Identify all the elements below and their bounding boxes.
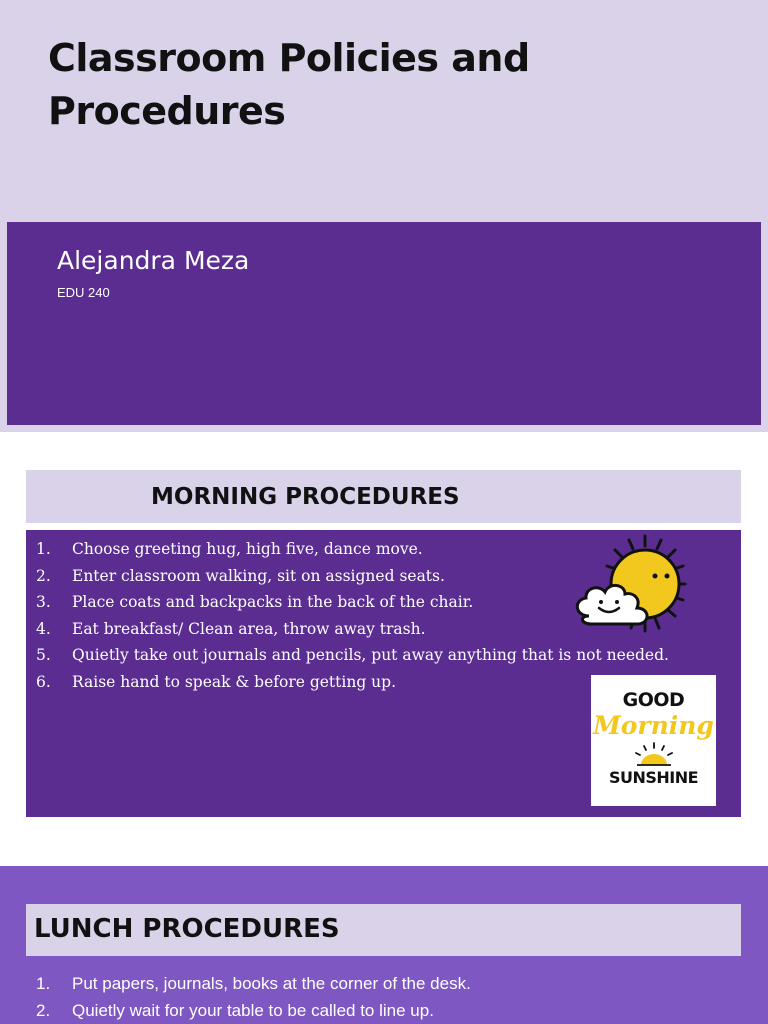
list-number: 5. [36, 646, 51, 664]
list-item [36, 970, 471, 997]
morning-body [26, 530, 741, 817]
title-slide [0, 0, 768, 432]
list-text: Enter classroom walking, sit on assigned seats. [72, 566, 445, 585]
list-number: 1. [36, 974, 51, 993]
list-text: Choose greeting hug, high five, dance move. [72, 540, 423, 558]
sign-morning: Morning [593, 711, 714, 740]
list-text: Put papers, journals, books at the corner of the desk. [72, 974, 471, 993]
list-text: Eat breakfast/ Clean area, throw away trash. [72, 619, 426, 638]
list-item [36, 997, 471, 1024]
morning-heading: MORNING PROCEDURES [151, 484, 460, 510]
sign-sunshine: SUNSHINE [608, 768, 699, 787]
course-code: EDU 240 [57, 285, 110, 300]
good-morning-sign [591, 675, 716, 806]
list-number: 6. [36, 672, 51, 691]
list-text: Raise hand to speak & before getting up. [72, 672, 397, 691]
morning-heading-bar [26, 470, 741, 523]
list-number: 2. [36, 1001, 51, 1020]
lunch-slide [0, 866, 768, 1024]
list-item [36, 642, 716, 669]
subtitle-band [7, 222, 761, 425]
sun-cloud-icon [569, 532, 701, 640]
morning-slide [0, 432, 768, 866]
list-number: 1. [36, 540, 51, 558]
list-number: 4. [36, 619, 51, 638]
list-number: 2. [36, 566, 51, 585]
list-text: Quietly take out journals and pencils, put away anything that is not needed. [72, 646, 669, 664]
author-name: Alejandra Meza [57, 246, 250, 275]
slide-title: Classroom Policies and Procedures [48, 36, 530, 133]
lunch-heading: LUNCH PROCEDURES [34, 914, 340, 944]
lunch-procedure-list [36, 970, 471, 1024]
list-text: Quietly wait for your table to be called to line up. [72, 1001, 434, 1020]
list-text: Place coats and backpacks in the back of the chair. [72, 593, 474, 611]
list-number: 3. [36, 593, 51, 611]
small-sun-icon [633, 741, 675, 767]
lunch-heading-bar [26, 904, 741, 956]
sign-good: GOOD [622, 689, 685, 711]
